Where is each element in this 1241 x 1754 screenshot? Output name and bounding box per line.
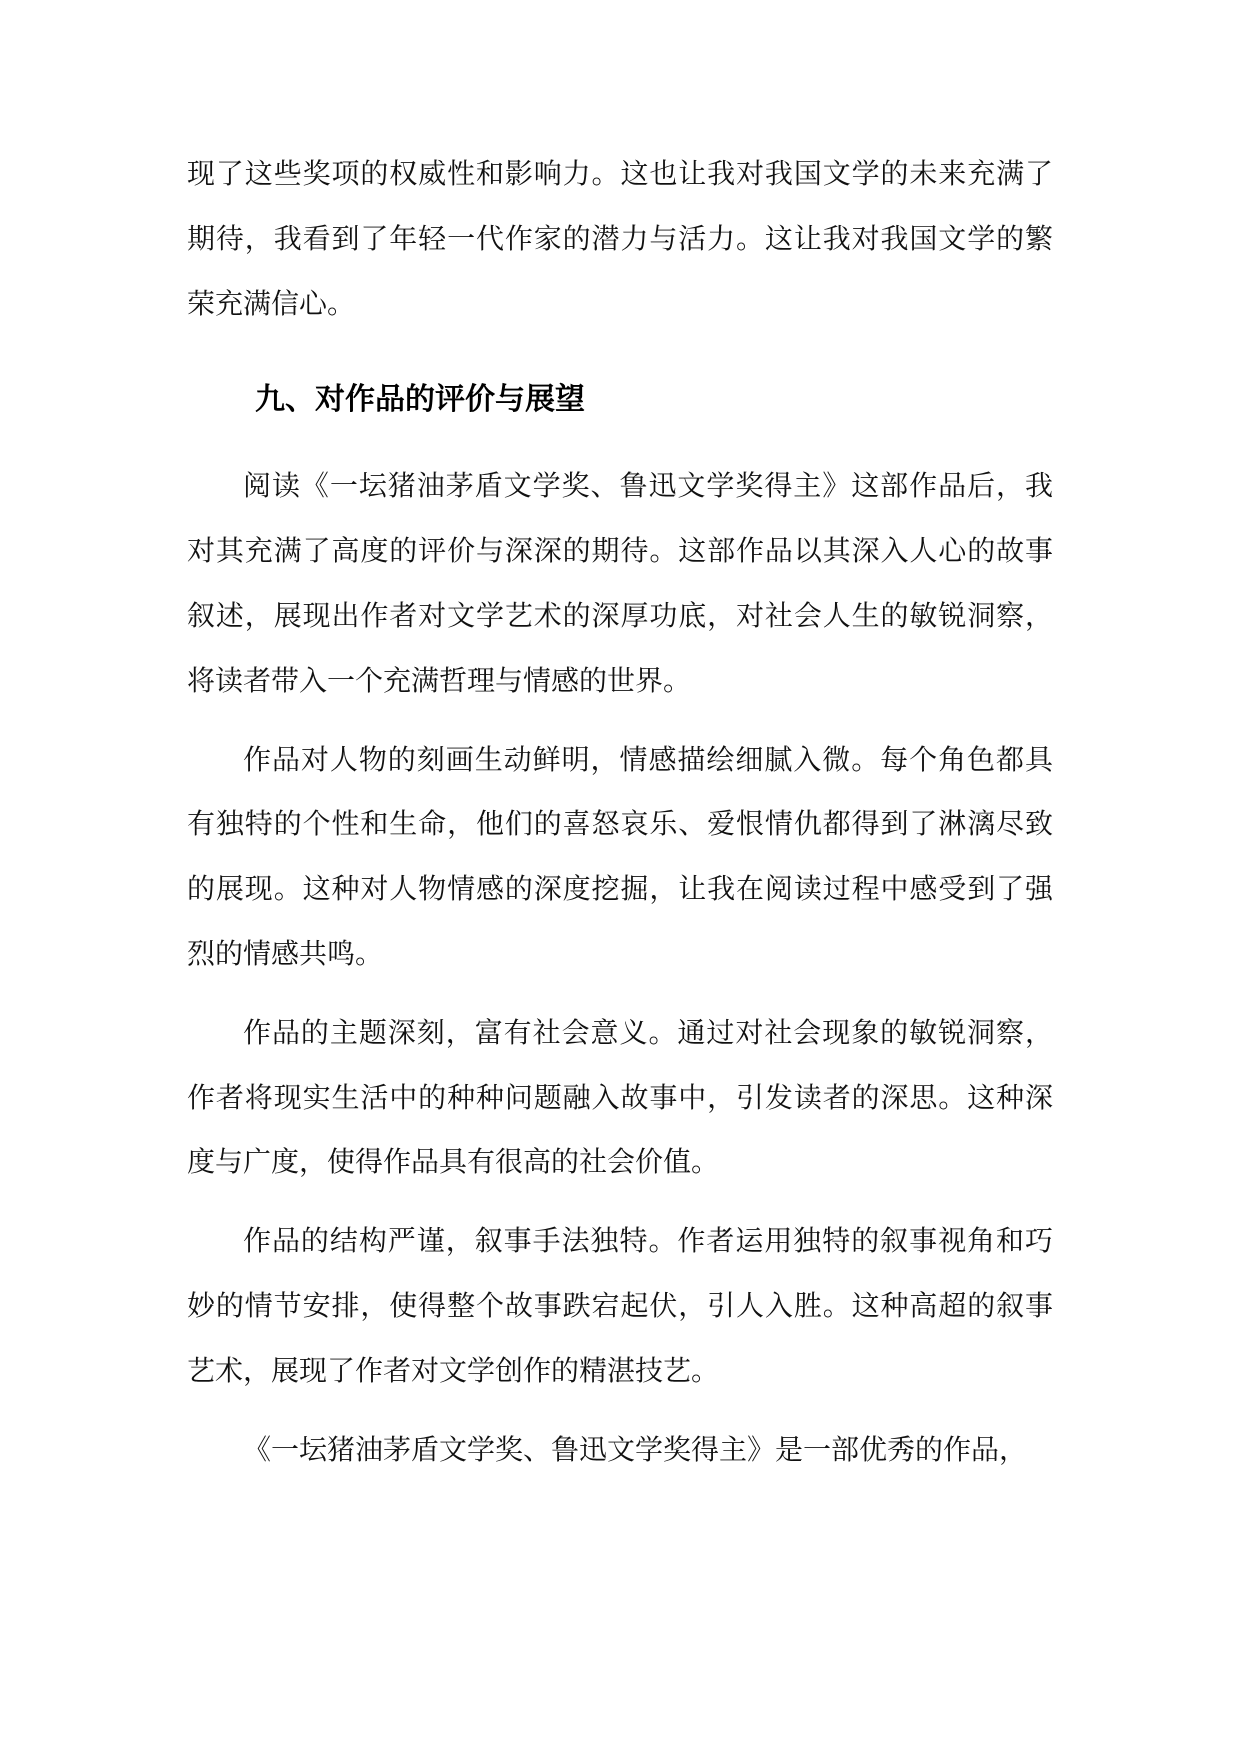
section-heading: 九、对作品的评价与展望: [255, 382, 585, 418]
body-paragraph: 作品对人物的刻画生动鲜明，情感描绘细腻入微。每个角色都具有独特的个性和生命，他们的喜怒哀乐、爱恨情仇都得到了淋漓尽致的展现。这种对人物情感的深度挖掘，让我在阅读过程中感受到了强烈的情感共鸣。: [187, 742, 1053, 970]
body-paragraph: 《一坛猪油茅盾文学奖、鲁迅文学奖得主》是一部优秀的作品，: [243, 1432, 1028, 1466]
document-body: [187, 142, 1053, 1482]
intro-paragraph: 现了这些奖项的权威性和影响力。这也让我对我国文学的未来充满了期待，我看到了年轻一代作家的潜力与活力。这让我对我国文学的繁荣充满信心。: [187, 157, 1053, 320]
body-paragraph: 阅读《一坛猪油茅盾文学奖、鲁迅文学奖得主》这部作品后，我对其充满了高度的评价与深深的期待。这部作品以其深入人心的故事叙述，展现出作者对文学艺术的深厚功底，对社会人生的敏锐洞察，将读者带入一个充满哲理与情感的世界。: [187, 469, 1053, 697]
body-paragraph: 作品的结构严谨，叙事手法独特。作者运用独特的叙事视角和巧妙的情节安排，使得整个故事跌宕起伏，引人入胜。这种高超的叙事艺术，展现了作者对文学创作的精湛技艺。: [187, 1224, 1053, 1387]
body-paragraph: 作品的主题深刻，富有社会意义。通过对社会现象的敏锐洞察，作者将现实生活中的种种问题融入故事中，引发读者的深思。这种深度与广度，使得作品具有很高的社会价值。: [187, 1015, 1053, 1179]
